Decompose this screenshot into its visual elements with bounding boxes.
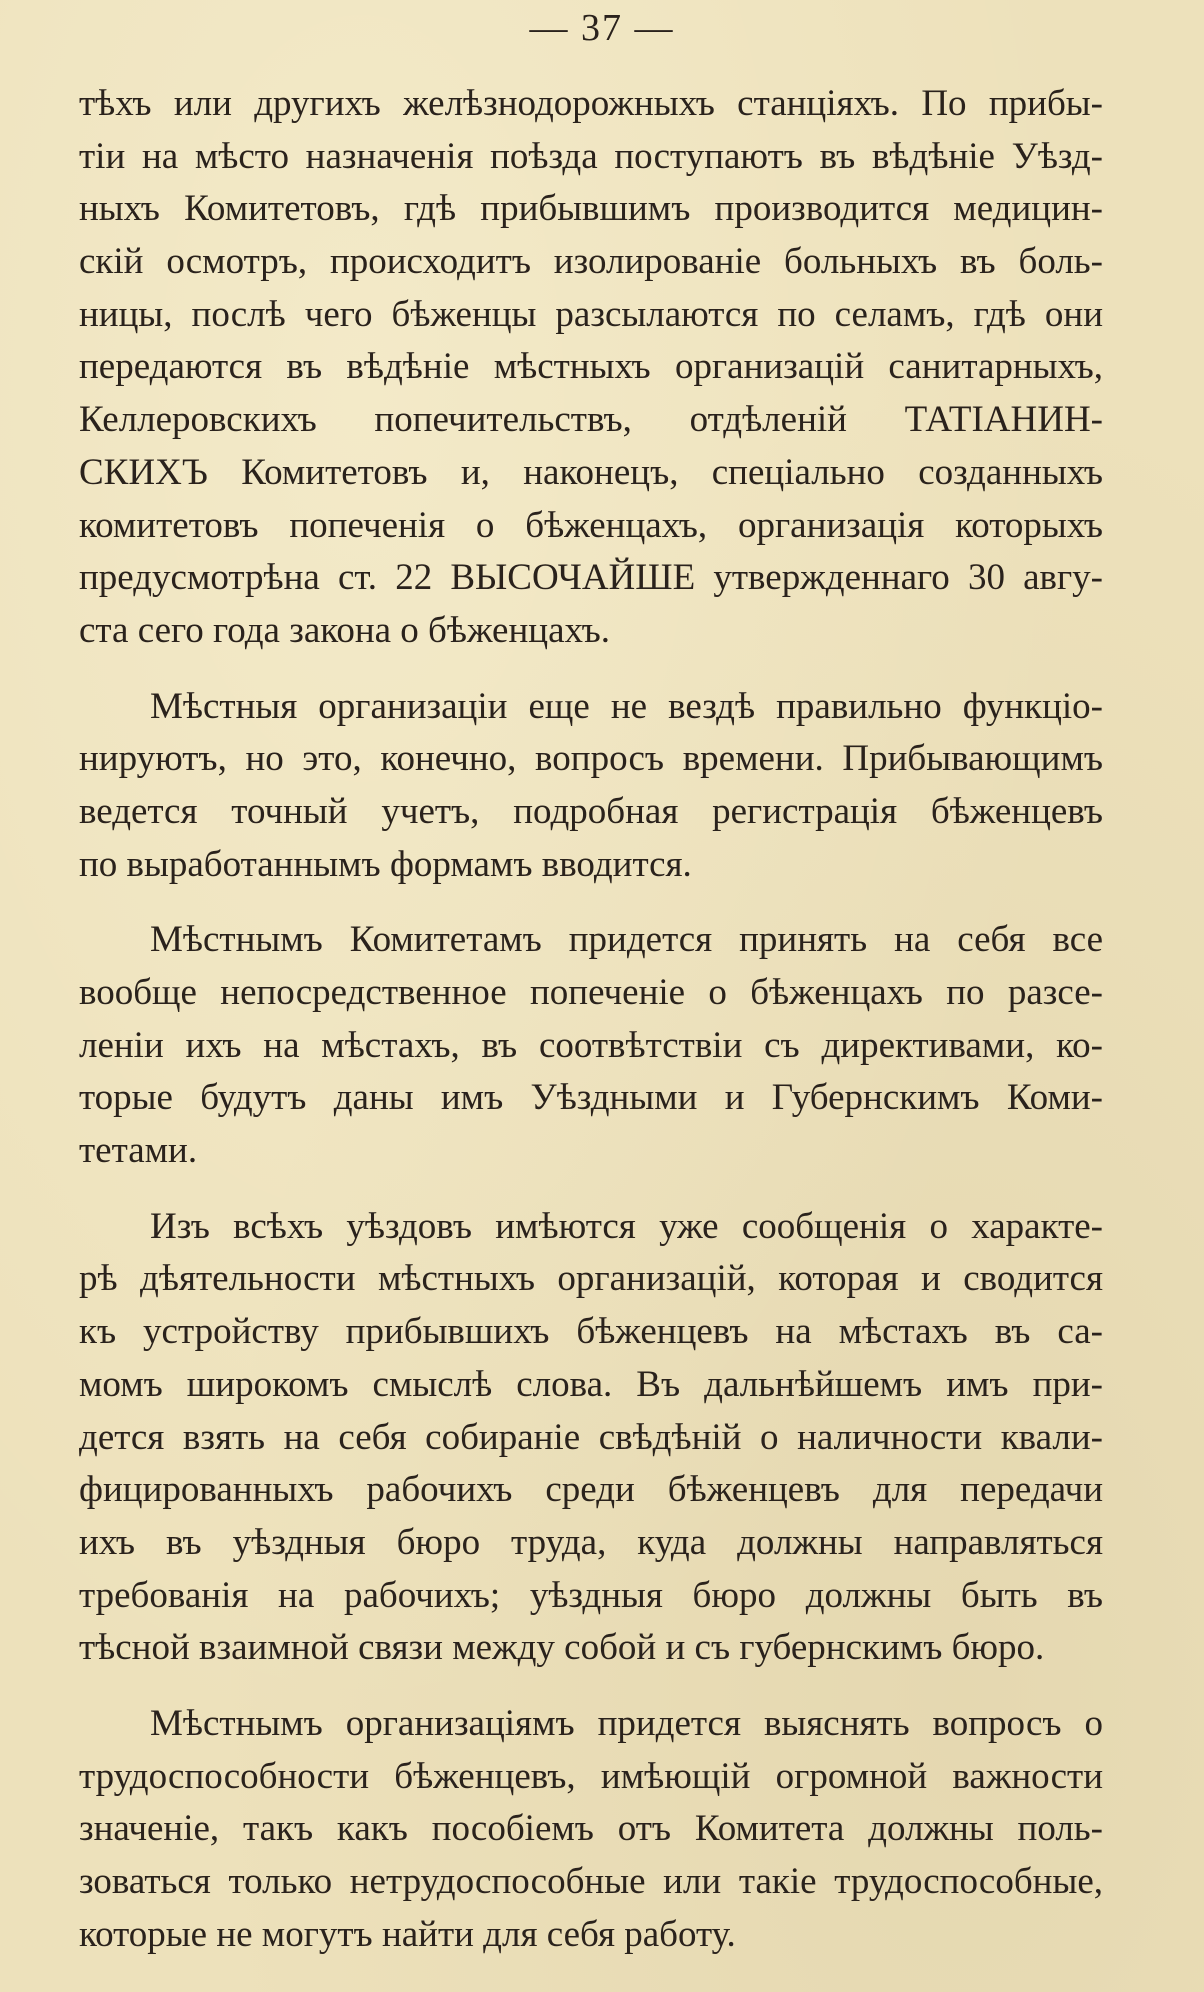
text-line: вообще непосредственное попеченіе о бѣженцахъ по разсе- xyxy=(79,972,1103,1013)
paragraph xyxy=(79,1698,1103,1961)
text-line: предусмотрѣна ст. 22 ВЫСОЧАЙШЕ утвержденнаго 30 авгу- xyxy=(79,557,1103,599)
text-line: момъ широкомъ смыслѣ слова. Въ дальнѣйшемъ имъ при- xyxy=(79,1363,1103,1405)
text-line: тіи на мѣсто назначенія поѣзда поступаютъ въ вѣдѣніе Уѣзд- xyxy=(79,135,1103,177)
text-line: по выработаннымъ формамъ вводится. xyxy=(79,843,692,885)
text-line: тѣхъ или другихъ желѣзнодорожныхъ станціяхъ. По прибы- xyxy=(79,83,1103,124)
text-line: трудоспособности бѣженцевъ, имѣющій огромной важности xyxy=(79,1755,1103,1797)
text-line: скій осмотръ, происходитъ изолированіе больныхъ въ боль- xyxy=(79,241,1103,283)
text-line: дется взять на себя собираніе свѣдѣній о наличности квали- xyxy=(79,1416,1103,1458)
text-line: передаются въ вѣдѣніе мѣстныхъ организацій санитарныхъ, xyxy=(79,346,1103,388)
paragraph xyxy=(79,681,1103,892)
text-line: ведется точный учетъ, подробная регистрація бѣженцевъ xyxy=(79,790,1103,832)
page-number: — 37 — xyxy=(529,7,675,49)
text-line: тетами. xyxy=(79,1130,198,1172)
paragraph xyxy=(79,78,1103,658)
text-line: ныхъ Комитетовъ, гдѣ прибывшимъ производится медицин- xyxy=(79,188,1103,230)
text-line: СКИХЪ Комитетовъ и, наконецъ, спеціально созданныхъ xyxy=(79,451,1103,493)
text-line: рѣ дѣятельности мѣстныхъ организацій, которая и сводится xyxy=(79,1258,1103,1300)
body-text xyxy=(79,78,1103,1961)
text-line: ницы, послѣ чего бѣженцы разсылаются по селамъ, гдѣ они xyxy=(79,293,1103,335)
text-line: торые будутъ даны имъ Уѣздными и Губернскимъ Коми- xyxy=(79,1077,1103,1119)
text-line: значеніе, такъ какъ пособіемъ отъ Комитета должны поль- xyxy=(79,1808,1103,1850)
text-line: требованія на рабочихъ; уѣздныя бюро должны быть въ xyxy=(79,1574,1103,1616)
text-line: Келлеровскихъ попечительствъ, отдѣленій ТАТІАНИН- xyxy=(79,399,1103,441)
text-line: комитетовъ попеченія о бѣженцахъ, организація которыхъ xyxy=(79,504,1103,546)
text-line: фицированныхъ рабочихъ среди бѣженцевъ для передачи xyxy=(79,1469,1103,1511)
paragraph xyxy=(79,914,1103,1177)
text-line: Мѣстнымъ Комитетамъ придется принять на себя все xyxy=(150,919,1103,961)
paragraph xyxy=(79,1201,1103,1675)
text-line: нируютъ, но это, конечно, вопросъ времени. Прибывающимъ xyxy=(79,738,1103,780)
text-line: Изъ всѣхъ уѣздовъ имѣются уже сообщенія о характе- xyxy=(150,1205,1103,1247)
text-line: тѣсной взаимной связи между собой и съ губернскимъ бюро. xyxy=(79,1627,1045,1669)
text-line: Мѣстныя организаціи еще не вездѣ правильно функціо- xyxy=(150,685,1103,727)
text-line: ста сего года закона о бѣженцахъ. xyxy=(79,609,610,651)
text-line: ихъ въ уѣздныя бюро труда, куда должны направляться xyxy=(79,1521,1103,1563)
text-line: зоваться только нетрудоспособные или такіе трудоспособные, xyxy=(79,1861,1103,1902)
text-line: которые не могутъ найти для себя работу. xyxy=(79,1913,736,1955)
text-line: леніи ихъ на мѣстахъ, въ соотвѣтствіи съ директивами, ко- xyxy=(79,1024,1103,1066)
text-line: къ устройству прибывшихъ бѣженцевъ на мѣстахъ въ са- xyxy=(79,1311,1103,1353)
text-line: Мѣстнымъ организаціямъ придется выяснять вопросъ о xyxy=(150,1702,1103,1744)
